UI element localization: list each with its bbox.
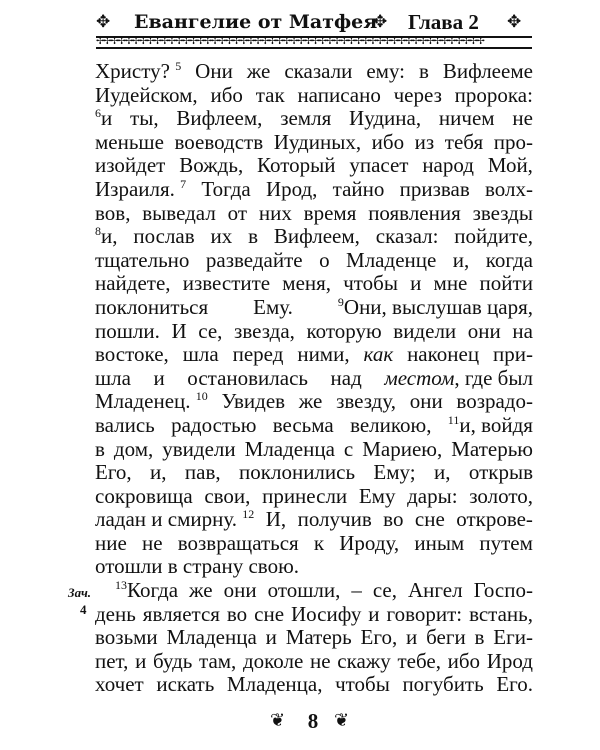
text-line: $^{13}$Когда же они отошли, – се, Ангел Госпо- <box>115 578 533 603</box>
text-line: Христу? $^5$ Они же сказали ему: в Вифлееме <box>95 59 533 83</box>
text-line: востоке, шла перед ними, как наконец при- <box>95 342 533 367</box>
text-line: день является во сне Иосифу и говорит: встань, <box>95 601 533 626</box>
verse-number: 9 <box>337 294 344 309</box>
header-ornament-left-icon: ✥ <box>96 12 111 32</box>
text-line: Младенец. $^{10}$ Увидев же звезду, они возрадо- <box>95 389 533 414</box>
page-number: 8 <box>307 709 319 733</box>
verse-number: 12 <box>242 507 255 522</box>
italic-word: как <box>363 342 394 367</box>
text-line: в дом, увидели Младенца с Мариею, Матерью <box>95 436 533 461</box>
text-line: возьми Младенца и Матерь Его, и беги в Еги- <box>95 625 533 650</box>
text-line: поклониться Ему. $^9$Они, выслушав царя, <box>95 294 533 319</box>
text-line: сокровища свои, принесли Ему дары: золото, <box>95 483 533 508</box>
text-line: найдете, известите меня, чтобы и мне пойти <box>95 271 533 296</box>
verse-number: 11 <box>447 412 460 427</box>
running-header <box>96 10 532 38</box>
verse-number: 10 <box>195 389 208 404</box>
reading-marker-label: Зач. <box>68 585 92 600</box>
footer-ornament-right-icon: ❦ <box>334 710 350 731</box>
cross-ornament-band: ✢✢✢✢✢✢✢✢✢✢✢✢✢✢✢✢✢✢✢✢✢✢✢✢✢✢✢✢✢✢✢✢✢✢✢✢✢✢✢✢✢✢✢✢✢✢✢✢✢✢✢✢✢✢ <box>96 37 484 47</box>
text-line: пет, и будь там, доколе не скажу тебе, ибо Ирод <box>95 648 533 673</box>
text-line: вались радостью весьма великою, $^{11}$и, войдя <box>95 412 533 437</box>
verse-number: 6 <box>95 106 101 121</box>
text-line: меньше воеводств Иудиных, ибо из тебя про- <box>95 129 533 154</box>
text-line: ние не возвращаться к Ироду, иным путем <box>95 530 533 555</box>
text-line: отошли в страну свою. <box>95 554 300 579</box>
text-line: пошли. И се, звезда, которую видели они на <box>95 318 533 343</box>
text-line: $^6$и ты, Вифлеем, земля Иудина, ничем не <box>95 106 533 131</box>
verse-number: 5 <box>175 59 182 73</box>
text-line: тщательно разведайте о Младенце и, когда <box>95 247 533 272</box>
header-ornament-mid-icon: ✥ <box>373 12 388 32</box>
text-line: $^8$и, послав их в Вифлеем, сказал: пойдите, <box>95 224 533 249</box>
text-line: Иудейском, ибо так написано через пророка: <box>95 82 533 107</box>
book-title: Евангелие от Матфея <box>134 11 378 33</box>
verse-number: 13 <box>115 578 127 593</box>
header-rule-bottom <box>96 47 532 49</box>
header-ornament-right-icon: ✥ <box>507 12 522 32</box>
chapter-title: Глава 2 <box>408 10 479 34</box>
scripture-text <box>95 60 533 697</box>
text-line: Его, и, пав, поклонились Ему; и, открыв <box>95 460 533 485</box>
verse-number: 7 <box>180 176 187 191</box>
text-line: ладан и смирну. $^{12}$ И, получив во сне открове- <box>95 507 533 532</box>
footer-ornament-left-icon: ❦ <box>270 710 286 731</box>
page-footer <box>270 708 360 734</box>
italic-word: местом <box>384 365 455 390</box>
reading-marker-number: 4 <box>80 602 87 617</box>
text-line: изойдет Вождь, Который упасет народ Мой, <box>95 153 533 178</box>
text-line: Израиля. $^7$ Тогда Ирод, тайно призвав волх- <box>95 176 533 201</box>
text-line: вов, выведал от них время появления звезды <box>95 200 533 225</box>
text-line: шла и остановилась над местом, где был <box>95 365 533 390</box>
text-line: хочет искать Младенца, чтобы погубить Его. <box>95 672 533 697</box>
verse-number: 8 <box>95 224 101 239</box>
